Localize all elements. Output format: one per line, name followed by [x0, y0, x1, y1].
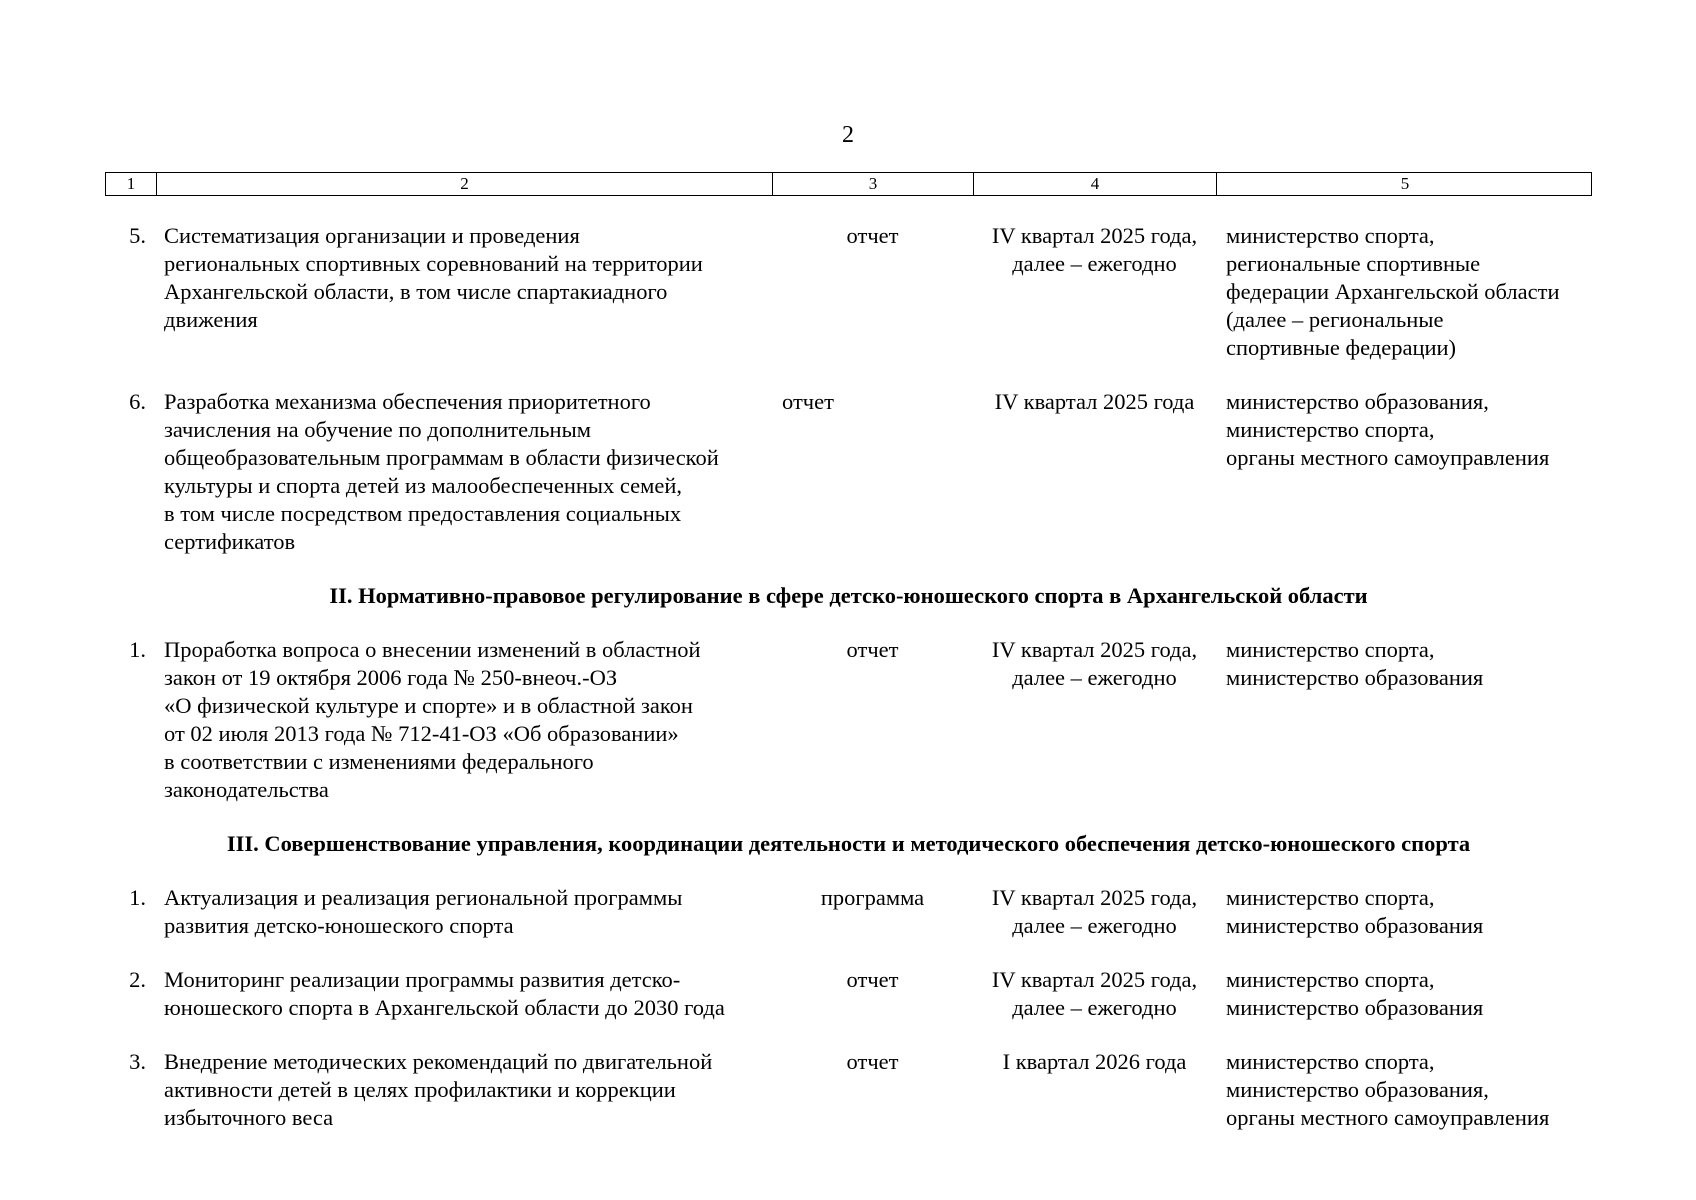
row-number: 1. — [129, 885, 146, 910]
table-row — [105, 966, 1592, 1022]
completion-form: отчет — [846, 637, 899, 662]
task-description: Внедрение методических рекомендаций по двигательной активности детей в целях профилактики и коррекции избыточного веса — [164, 1049, 713, 1130]
task-description: Мониторинг реализации программы развития детско- юношеского спорта в Архангельской области до 2030 года — [164, 967, 725, 1020]
responsible-executors: министерство спорта, региональные спортивные федерации Архангельской области (далее – региональные спортивные федерации) — [1226, 223, 1560, 360]
deadline: IV квартал 2025 года — [994, 389, 1195, 414]
section-title: II. Нормативно-правовое регулирование в сфере детско-юношеского спорта в Архангельской области — [329, 583, 1368, 608]
table-row — [105, 884, 1592, 940]
deadline: IV квартал 2025 года, далее – ежегодно — [991, 223, 1198, 276]
row-number: 6. — [129, 389, 146, 414]
table-row — [105, 222, 1592, 362]
responsible-executors: министерство образования, министерство спорта, органы местного самоуправления — [1226, 389, 1550, 470]
table-row — [105, 636, 1592, 804]
completion-form: отчет — [846, 1049, 899, 1074]
deadline: IV квартал 2025 года, далее – ежегодно — [991, 885, 1198, 938]
responsible-executors: министерство спорта, министерство образования — [1226, 637, 1484, 690]
row-number: 5. — [129, 223, 146, 248]
table-row — [105, 388, 1592, 556]
plan-table — [105, 172, 1592, 1158]
completion-form: программа — [820, 885, 925, 910]
task-description: Проработка вопроса о внесении изменений в областной закон от 19 октября 2006 года № 250-внеоч.-ОЗ «О физической культуре и спорте» и в областной закон от 02 июля 2013 года № 712-41-ОЗ «Об образовании» в соответствии с изменениями федерального законодательства — [164, 637, 701, 802]
column-number-header — [105, 172, 1592, 196]
section-title: III. Совершенствование управления, координации деятельности и методического обеспечения детско-юношеского спорта — [226, 831, 1471, 856]
table-body — [105, 222, 1592, 1132]
task-description: Актуализация и реализация региональной программы развития детско-юношеского спорта — [164, 885, 683, 938]
completion-form: отчет — [846, 967, 899, 992]
responsible-executors: министерство спорта, министерство образования — [1226, 885, 1484, 938]
table-row — [105, 1048, 1592, 1132]
task-description: Разработка механизма обеспечения приоритетного зачисления на обучение по дополнительным общеобразовательным программам в области физической культуры и спорта детей из малообеспеченных семей, в том числе посредством предоставления социальных сертификатов — [164, 389, 719, 554]
column-header-3: 3 — [773, 173, 974, 195]
responsible-executors: министерство спорта, министерство образования — [1226, 967, 1484, 1020]
row-number: 1. — [129, 637, 146, 662]
page-number: 2 — [842, 122, 854, 148]
row-number: 3. — [129, 1049, 146, 1074]
row-number: 2. — [129, 967, 146, 992]
completion-form: отчет — [782, 389, 834, 414]
completion-form: отчет — [846, 223, 899, 248]
deadline: IV квартал 2025 года, далее – ежегодно — [991, 967, 1198, 1020]
task-description: Систематизация организации и проведения региональных спортивных соревнований на территории Архангельской области, в том числе спартакиадного движения — [164, 223, 703, 332]
column-header-2: 2 — [157, 173, 773, 195]
responsible-executors: министерство спорта, министерство образования, органы местного самоуправления — [1226, 1049, 1550, 1130]
deadline: I квартал 2026 года — [1002, 1049, 1187, 1074]
column-header-1: 1 — [106, 173, 157, 195]
column-header-4: 4 — [974, 173, 1217, 195]
column-header-5: 5 — [1400, 174, 1410, 193]
deadline: IV квартал 2025 года, далее – ежегодно — [991, 637, 1198, 690]
